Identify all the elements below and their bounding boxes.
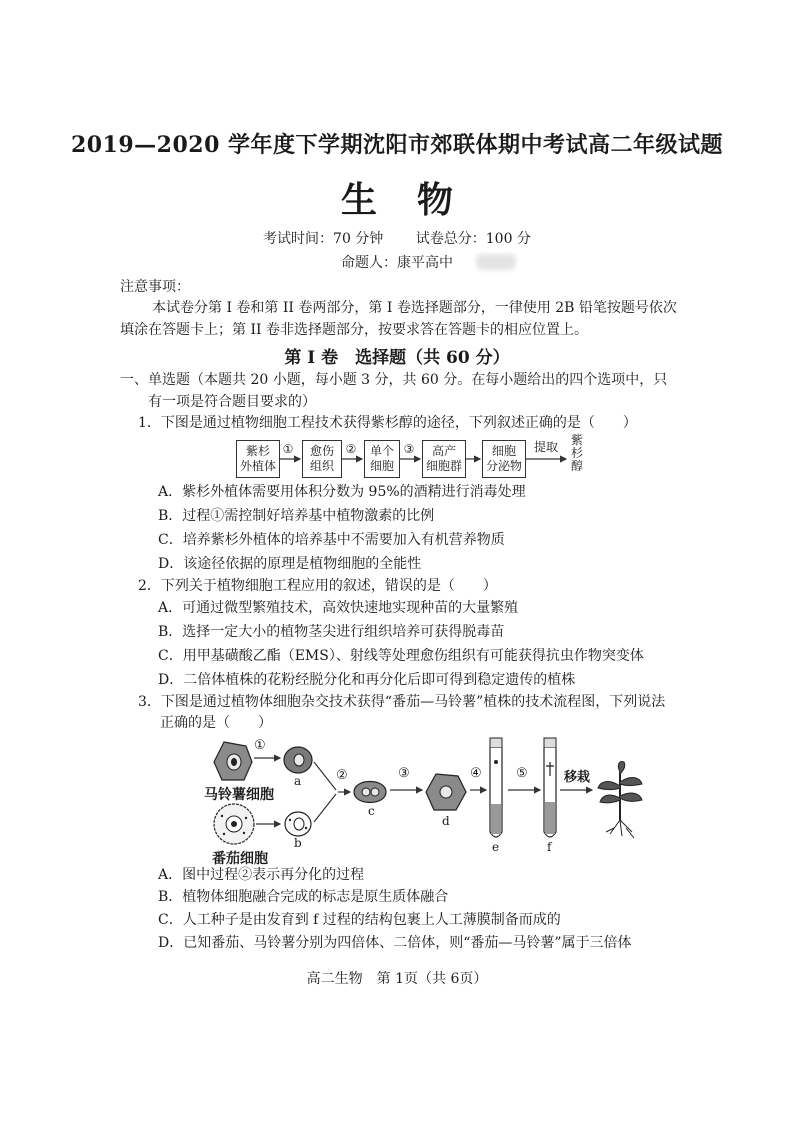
label-d: d <box>442 814 450 828</box>
subject-title: 生物 <box>340 179 493 221</box>
author-line: 命题人：康平高中 <box>341 255 453 271</box>
step-2-label: ② <box>345 442 357 456</box>
notice-line-2: 填涂在答题卡上；第 II 卷非选择题部分，按要求答在答题卡的相应位置上。 <box>120 322 588 338</box>
q3-option-c: C．人工种子是由发育到 f 过程的结构包裹上人工薄膜制备而成的 <box>158 912 561 928</box>
tomato-cell-label: 番茄细胞 <box>212 851 268 867</box>
potato-cell-label: 马铃薯细胞 <box>204 787 274 803</box>
taxol-label: 紫 杉 醇 <box>570 433 583 473</box>
q2-option-b: B．选择一定大小的植物茎尖进行组织培养可获得脱毒苗 <box>158 624 505 640</box>
q1-option-a: A．紫杉外植体需要用体积分数为 95%的酒精进行消毒处理 <box>158 484 526 500</box>
total-score: 试卷总分：100 分 <box>415 231 531 247</box>
step-4-label: ④ <box>470 766 482 781</box>
page-footer: 高二生物 第 1页（共 6页） <box>306 971 488 987</box>
label-c: c <box>368 804 375 818</box>
q2-option-a: A．可通过微型繁殖技术，高效快速地实现种苗的大量繁殖 <box>158 600 519 616</box>
q2-option-c: C．用甲基磺酸乙酯（EMS）、射线等处理愈伤组织有可能获得抗虫作物突变体 <box>158 648 644 664</box>
test-tube-f <box>544 738 556 837</box>
q1-option-d: D．该途径依据的原理是植物细胞的全能性 <box>158 556 422 572</box>
step-5-label: ⑤ <box>516 766 528 781</box>
flow-box-single-cell: 单个 细胞 <box>364 440 400 478</box>
part-1-title: 第 I 卷 选择题（共 60 分） <box>284 348 510 368</box>
section-title: 一、单选题（本题共 20 小题，每小题 3 分，共 60 分。在每小题给出的四个选项中，只 <box>120 372 668 388</box>
exam-meta <box>0 228 794 248</box>
step-2-label: ② <box>336 768 348 783</box>
flow-box-high-yield-cells: 高产 细胞群 <box>422 440 466 478</box>
q1-option-b: B．过程①需控制好培养基中植物激素的比例 <box>158 508 435 524</box>
step-3-label: ③ <box>403 442 415 456</box>
label-e: e <box>492 840 500 854</box>
q3-stem-2: 正确的是（ ） <box>160 715 272 731</box>
q2-option-d: D．二倍体植株的花粉经脱分化和再分化后即可得到稳定遗传的植株 <box>158 672 576 688</box>
step-1-label: ① <box>254 738 266 753</box>
flow-box-callus: 愈伤 组织 <box>302 440 342 478</box>
flow-box-explant: 紫杉 外植体 <box>236 440 280 478</box>
exam-time: 考试时间：70 分钟 <box>263 231 384 247</box>
q1-flow-diagram <box>234 434 594 484</box>
plant-icon <box>598 761 642 838</box>
transplant-label: 移栽 <box>564 770 591 785</box>
step-3-label: ③ <box>398 766 410 781</box>
flow-box-secretion: 细胞 分泌物 <box>482 440 526 478</box>
q3-stem-1: 3．下图是通过植物体细胞杂交技术获得“番茄—马铃薯”植株的技术流程图，下列说法 <box>138 694 666 710</box>
q3-option-a: A．图中过程②表示再分化的过程 <box>158 867 365 883</box>
exam-title: 2019—2020 学年度下学期沈阳市郊联体期中考试高二年级试题 <box>70 132 724 158</box>
step-1-label: ① <box>282 442 294 456</box>
notice-line-1: 本试卷分第 I 卷和第 II 卷两部分，第 I 卷选择题部分，一律使用 2B 铅笔按题号依次 <box>152 300 677 316</box>
q2-stem: 2．下列关于植物细胞工程应用的叙述，错误的是（ ） <box>138 578 497 594</box>
test-tube-e <box>490 738 502 837</box>
label-b: b <box>294 836 302 850</box>
section-title-cont: 有一项是符合题目要求的） <box>148 394 316 410</box>
extract-label: 提取 <box>533 440 558 454</box>
redacted-mark <box>476 254 516 270</box>
notice-label: 注意事项： <box>120 279 190 295</box>
q3-option-d: D．已知番茄、马铃薯分别为四倍体、二倍体，则“番茄—马铃薯”属于三倍体 <box>158 935 632 951</box>
q1-stem: 1．下图是通过植物细胞工程技术获得紫杉醇的途径，下列叙述正确的是（ ） <box>138 415 637 431</box>
label-f: f <box>547 840 552 854</box>
label-a: a <box>294 774 302 788</box>
q1-option-c: C．培养紫杉外植体的培养基中不需要加入有机营养物质 <box>158 532 505 548</box>
q3-option-b: B．植物体细胞融合完成的标志是原生质体融合 <box>158 889 449 905</box>
